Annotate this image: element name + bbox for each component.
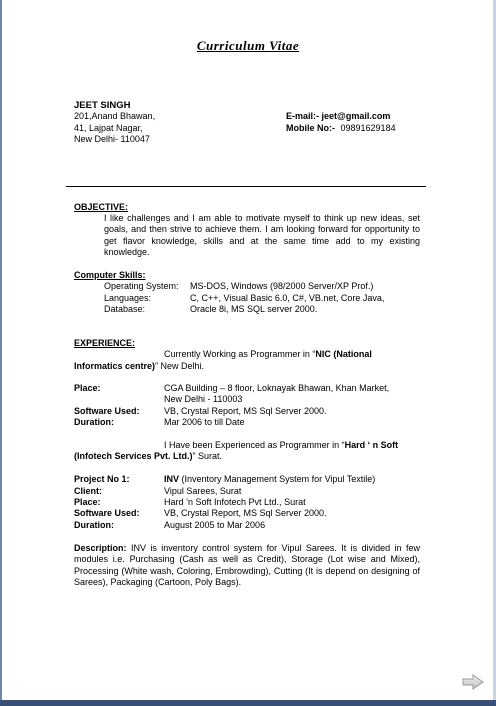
skill-languages-label: Languages:	[104, 293, 152, 303]
objective-text: I like challenges and I am able to motivate myself to think up new ideas, set goals, and then strive to achieve them. I am looking forward for opportunity to get flavor knowledge, skills and at the same time add to my existing knowledge.	[104, 213, 420, 258]
project-name: (Inventory Management System for Vipul Textile)	[179, 474, 376, 484]
project-place-label: Place:	[74, 497, 101, 507]
project-code: INV	[164, 474, 180, 484]
project-client-value: Vipul Sarees, Surat	[164, 486, 242, 496]
current-job-prefix: Currently Working as Programmer in “	[164, 349, 316, 359]
project-place-value: Hard ’n Soft Infotech Pvt Ltd., Surat	[164, 497, 306, 507]
skills-heading: Computer Skills:	[74, 270, 146, 280]
project-title	[164, 474, 375, 485]
prev-job-line-2	[74, 451, 222, 462]
exp-software-value: VB, Crystal Report, MS Sql Server 2000.	[164, 406, 327, 416]
mobile-row	[286, 123, 396, 134]
current-job-suffix: ” New Delhi.	[155, 361, 205, 371]
address-line-2: 41, Lajpat Nagar,	[74, 123, 143, 133]
email-value[interactable]: jeet@gmail.com	[321, 111, 391, 121]
address-line-1: 201,Anand Bhawan,	[74, 111, 156, 121]
project-duration-value: August 2005 to Mar 2006	[164, 520, 266, 530]
document-title: Curriculum Vitae	[196, 38, 300, 53]
current-company-cont: Informatics centre)	[74, 361, 156, 371]
current-job-line-1	[164, 349, 372, 360]
project-software-label: Software Used:	[74, 508, 140, 518]
email-label: E-mail:-	[286, 111, 320, 121]
exp-duration-label: Duration:	[74, 417, 114, 427]
mobile-value: 09891629184	[340, 123, 396, 133]
exp-duration-value: Mar 2006 to till Date	[164, 417, 245, 427]
exp-software-label: Software Used:	[74, 406, 140, 416]
mobile-label: Mobile No:-	[286, 123, 335, 133]
skill-languages-value: C, C++, Visual Basic 6.0, C#, VB.net, Core Java,	[190, 293, 385, 303]
project-client-label: Client:	[74, 486, 102, 496]
current-company: NIC (National	[315, 349, 372, 359]
page-frame-bottom	[0, 700, 496, 706]
email-row	[286, 111, 390, 122]
exp-place-value-2: New Delhi - 110003	[164, 394, 243, 404]
page-frame-left	[0, 0, 2, 706]
project-no-label: Project No 1:	[74, 474, 130, 484]
prev-company: Hard ‘ n Soft	[344, 440, 399, 450]
exp-place-value-1: CGA Building – 8 floor, Loknayak Bhawan, Khan Market,	[164, 383, 390, 393]
project-description-text: INV is inventory control system for Vipul Sarees. It is divided in few modules i.e. Purchasing (Cash as well as Credit), Storage (Lot wise and Mixed), Processing (White wash, Coloring, Embrowding), Cutting (It is depend on designing of Sarees), Packaging (Cartoon, Poly Bags).	[74, 543, 420, 588]
next-page-arrow-icon[interactable]	[462, 674, 484, 690]
prev-job-suffix: ” Surat.	[192, 451, 223, 461]
prev-company-cont: (Infotech Services Pvt. Ltd.)	[74, 451, 193, 461]
experience-heading: EXPERIENCE:	[74, 338, 136, 348]
project-software-value: VB, Crystal Report, MS Sql Server 2000.	[164, 508, 327, 518]
project-duration-label: Duration:	[74, 520, 114, 530]
current-job-line-2	[74, 361, 204, 372]
prev-job-line-1	[164, 440, 398, 451]
objective-heading: OBJECTIVE:	[74, 202, 129, 212]
skill-database-value: Oracle 8i, MS SQL server 2000.	[190, 304, 318, 314]
skill-database-label: Database:	[104, 304, 146, 314]
skill-os-label: Operating System:	[104, 281, 179, 291]
address-line-3: New Delhi- 110047	[74, 134, 150, 144]
skill-os-value: MS-DOS, Windows (98/2000 Server/XP Prof.)	[190, 281, 374, 291]
project-description-label: Description:	[74, 543, 127, 553]
exp-place-label: Place:	[74, 383, 101, 393]
project-description	[74, 543, 420, 589]
prev-job-prefix: I Have been Experienced as Programmer in “	[164, 440, 345, 450]
header-divider	[66, 186, 426, 187]
candidate-name: JEET SINGH	[74, 100, 131, 111]
